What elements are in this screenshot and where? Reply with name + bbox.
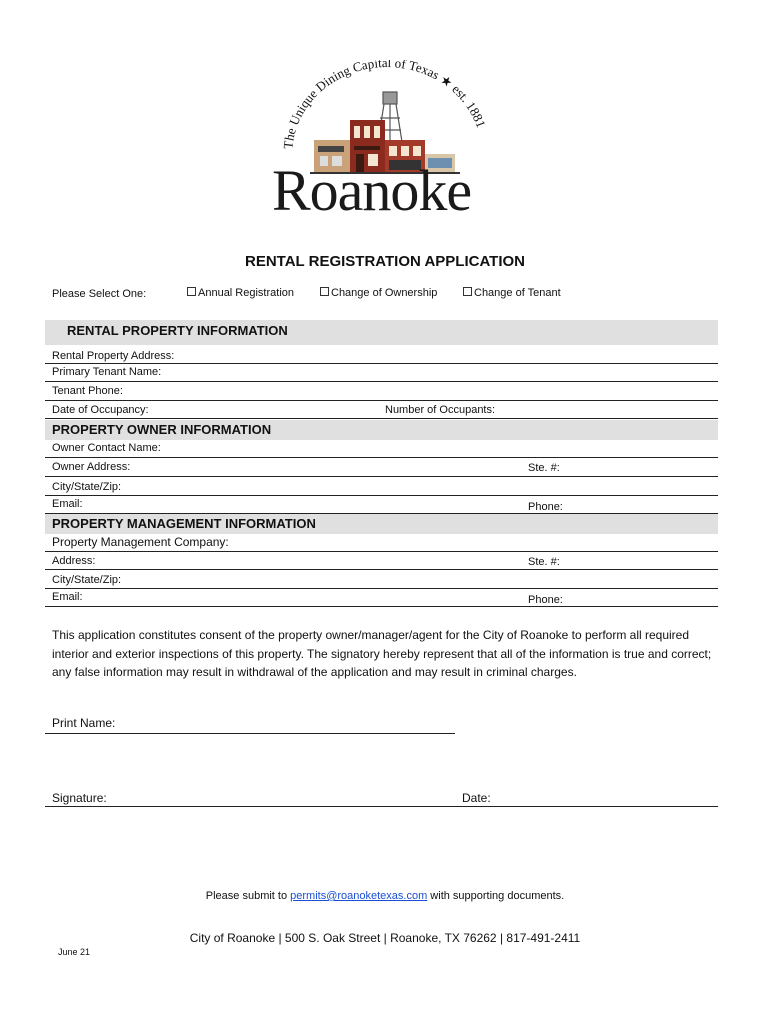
select-label: Please Select One:	[52, 288, 147, 300]
owner-phone-label: Phone:	[528, 501, 563, 513]
option-annual-registration[interactable]: Annual Registration	[187, 287, 294, 299]
owner-email-label: Email:	[52, 498, 83, 510]
field-management-address[interactable]	[45, 553, 718, 570]
management-phone-label: Phone:	[528, 594, 563, 606]
logo-wordmark: Roanoke	[272, 158, 472, 215]
signature-label: Signature:	[52, 791, 107, 805]
section-rental-property: RENTAL PROPERTY INFORMATION	[45, 320, 718, 345]
field-print-name[interactable]	[45, 716, 455, 734]
logo-arc-text: The Unique Dining Capital of Texas ★ est. 1881	[280, 60, 489, 150]
field-owner-address[interactable]	[45, 460, 718, 477]
number-of-occupants-label: Number of Occupants:	[385, 404, 496, 416]
permits-email-link[interactable]: permits@roanoketexas.com	[290, 890, 428, 902]
footer-contact: City of Roanoke | 500 S. Oak Street | Roanoke, TX 76262 | 817-491-2411	[189, 931, 581, 945]
field-primary-tenant-name[interactable]: Primary Tenant Name:	[45, 366, 718, 382]
submit-instructions: Please submit to permits@roanoketexas.com with supporting documents.	[205, 890, 565, 902]
roanoke-logo-graphic	[270, 60, 505, 215]
city-logo	[270, 60, 505, 215]
form-title: RENTAL REGISTRATION APPLICATION	[245, 253, 525, 270]
option-change-of-tenant[interactable]: Change of Tenant	[463, 287, 561, 299]
print-name-label: Print Name:	[52, 716, 116, 730]
management-suite-label: Ste. #:	[528, 556, 560, 568]
field-owner-city-state-zip[interactable]: City/State/Zip:	[45, 479, 718, 496]
section-property-owner: PROPERTY OWNER INFORMATION	[45, 420, 718, 440]
checkbox-icon[interactable]	[320, 287, 329, 296]
owner-suite-label: Ste. #:	[528, 462, 560, 474]
field-management-email[interactable]	[45, 590, 718, 607]
consent-paragraph: This application constitutes consent of the property owner/manager/agent for the City of Roanoke to perform all required interior and exterior inspections of this property. The signatory hereby represent that all of the information is true and correct; any false information may result in withdrawal of the application and may result in criminal charges.	[52, 628, 712, 679]
field-signature-date[interactable]	[45, 789, 718, 807]
checkbox-icon[interactable]	[187, 287, 196, 296]
field-owner-contact-name[interactable]: Owner Contact Name:	[45, 441, 718, 458]
management-email-label: Email:	[52, 591, 83, 603]
section-property-management: PROPERTY MANAGEMENT INFORMATION	[45, 514, 718, 534]
option-change-of-ownership[interactable]: Change of Ownership	[320, 287, 437, 299]
owner-address-label: Owner Address:	[52, 461, 131, 473]
management-address-label: Address:	[52, 555, 96, 567]
checkbox-icon[interactable]	[463, 287, 472, 296]
date-of-occupancy-label: Date of Occupancy:	[52, 404, 149, 416]
field-management-company[interactable]: Property Management Company:	[45, 534, 718, 552]
field-tenant-phone[interactable]: Tenant Phone:	[45, 384, 718, 401]
revision-date: June 21	[58, 947, 91, 957]
date-label: Date:	[462, 791, 491, 805]
field-date-of-occupancy[interactable]	[45, 403, 718, 419]
field-rental-address[interactable]: Rental Property Address:	[45, 350, 718, 364]
field-owner-email[interactable]	[45, 497, 718, 514]
field-management-city-state-zip[interactable]: City/State/Zip:	[45, 572, 718, 589]
